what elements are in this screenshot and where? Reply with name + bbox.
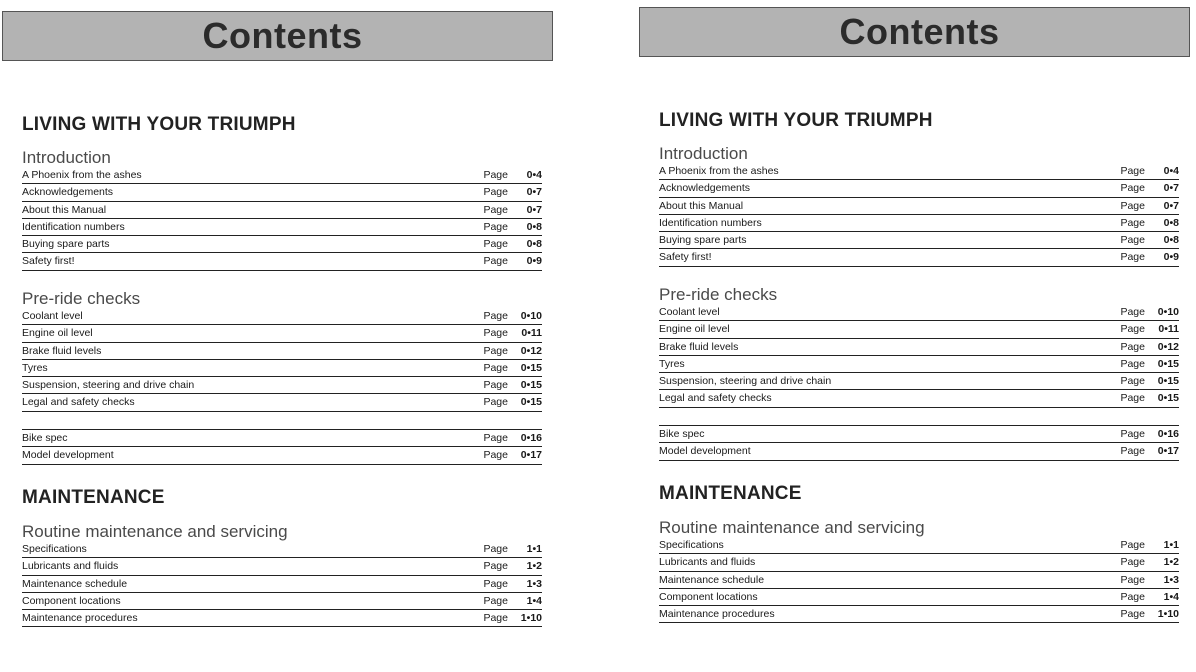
page-label: Page (483, 344, 508, 357)
toc-row (659, 554, 1179, 571)
toc-row (659, 589, 1179, 606)
page-label: Page (1120, 428, 1145, 440)
toc-entry-title: Safety first! (659, 251, 712, 264)
page-number: 0•15 (1157, 392, 1179, 405)
toc-entry-title: Tyres (22, 361, 48, 374)
right-page (637, 0, 1196, 672)
toc-row (22, 593, 542, 610)
toc-entry-title: A Phoenix from the ashes (659, 165, 779, 177)
page-label: Page (1120, 539, 1145, 551)
page-number: 0•16 (520, 432, 542, 444)
contents-banner (639, 7, 1190, 57)
page-label: Page (1120, 445, 1145, 458)
toc-entry-title: Component locations (22, 594, 121, 607)
toc-entry-title: Component locations (659, 590, 758, 603)
page-number: 0•7 (526, 203, 542, 216)
left-page (0, 0, 560, 672)
toc-row (22, 541, 542, 558)
toc-entry-title: Bike spec (659, 428, 705, 440)
page-number: 1•2 (1163, 556, 1179, 569)
page-label: Page (483, 238, 508, 251)
toc-row (659, 572, 1179, 589)
page-number: 1•3 (526, 577, 542, 590)
page-number: 1•10 (1157, 608, 1179, 621)
page-number: 0•4 (526, 169, 542, 181)
toc-row (22, 308, 542, 325)
toc-row (659, 537, 1179, 554)
page-number: 0•16 (1157, 428, 1179, 440)
page-number: 1•3 (1163, 573, 1179, 586)
toc-row (659, 443, 1179, 460)
page-label: Page (483, 560, 508, 573)
toc-entry-title: Specifications (659, 539, 724, 551)
misc-rows (659, 425, 1179, 461)
page-number: 1•2 (526, 560, 542, 573)
toc-entry-title: Bike spec (22, 432, 68, 444)
page-label: Page (1120, 608, 1145, 621)
page-label: Page (1120, 573, 1145, 586)
toc-entry-title: Maintenance schedule (22, 577, 128, 590)
page-label: Page (483, 396, 508, 409)
page-label: Page (483, 327, 508, 340)
toc-entry-title: Tyres (659, 357, 685, 370)
toc-entry-title: Brake fluid levels (22, 344, 102, 357)
page-label: Page (1120, 234, 1145, 247)
page-number: 0•11 (1158, 323, 1179, 336)
page-number: 0•8 (1163, 216, 1179, 229)
toc-row (659, 390, 1179, 407)
section-heading-maintenance: MAINTENANCE (659, 483, 802, 504)
page-number: 1•1 (526, 543, 542, 555)
toc-row (22, 430, 542, 447)
page-label: Page (1120, 590, 1145, 603)
toc-row (22, 377, 542, 394)
toc-row (659, 356, 1179, 373)
toc-entry-title: Engine oil level (659, 323, 730, 336)
toc-entry-title: Maintenance procedures (659, 608, 775, 621)
page-label: Page (483, 379, 508, 392)
toc-entry-title: Model development (22, 449, 114, 462)
toc-entry-title: Identification numbers (22, 220, 125, 233)
page-label: Page (1120, 323, 1145, 336)
page-label: Page (483, 594, 508, 607)
page-label: Page (483, 543, 508, 555)
toc-row (659, 339, 1179, 356)
intro-rows (659, 163, 1179, 267)
toc-entry-title: About this Manual (659, 199, 744, 212)
toc-entry-title: Lubricants and fluids (22, 560, 119, 573)
page-label: Page (1120, 556, 1145, 569)
banner-title: Contents (202, 15, 363, 56)
page-number: 0•17 (1157, 445, 1179, 458)
toc-entry-title: Maintenance schedule (659, 573, 765, 586)
page-label: Page (483, 203, 508, 216)
page-number: 0•8 (526, 220, 542, 233)
page-number: 1•10 (520, 612, 542, 625)
toc-entry-title: A Phoenix from the ashes (22, 169, 142, 181)
contents-banner (2, 11, 553, 61)
toc-row (659, 249, 1179, 266)
page-number: 0•15 (1157, 375, 1179, 388)
page-label: Page (1120, 199, 1145, 212)
toc-row (22, 447, 542, 464)
routine-rows (659, 537, 1179, 623)
section-heading-maintenance: MAINTENANCE (22, 487, 165, 508)
page-label: Page (1120, 251, 1145, 264)
page-number: 0•7 (526, 186, 542, 199)
page-label: Page (483, 577, 508, 590)
subheading-routine: Routine maintenance and servicing (22, 522, 288, 541)
toc-entry-title: Coolant level (659, 306, 720, 318)
preride-rows (659, 304, 1179, 408)
page-label: Page (1120, 165, 1145, 177)
page-label: Page (483, 310, 508, 322)
toc-entry-title: About this Manual (22, 203, 107, 216)
toc-row (659, 321, 1179, 338)
toc-entry-title: Engine oil level (22, 327, 93, 340)
toc-row (659, 198, 1179, 215)
toc-row (22, 325, 542, 342)
toc-row (22, 202, 542, 219)
page-number: 0•12 (1157, 340, 1179, 353)
toc-row (22, 610, 542, 627)
toc-entry-title: Acknowledgements (22, 186, 114, 199)
page-number: 0•9 (1163, 251, 1179, 264)
subheading-introduction: Introduction (22, 148, 111, 167)
intro-rows (22, 167, 542, 271)
page-label: Page (483, 186, 508, 199)
page-label: Page (1120, 182, 1145, 195)
page-number: 0•9 (526, 255, 542, 268)
toc-row (659, 304, 1179, 321)
toc-row (659, 215, 1179, 232)
toc-row (659, 373, 1179, 390)
toc-row (22, 576, 542, 593)
toc-entry-title: Identification numbers (659, 216, 762, 229)
toc-row (22, 558, 542, 575)
misc-rows (22, 429, 542, 465)
toc-entry-title: Coolant level (22, 310, 83, 322)
toc-row (22, 167, 542, 184)
section-heading-living: LIVING WITH YOUR TRIUMPH (659, 110, 933, 131)
toc-row (659, 180, 1179, 197)
page-number: 0•7 (1163, 182, 1179, 195)
toc-row (22, 236, 542, 253)
routine-rows (22, 541, 542, 627)
banner-title: Contents (839, 11, 1000, 52)
page-label: Page (483, 361, 508, 374)
toc-entry-title: Safety first! (22, 255, 75, 268)
subheading-introduction: Introduction (659, 144, 748, 163)
page-label: Page (483, 169, 508, 181)
preride-rows (22, 308, 542, 412)
page-number: 0•11 (521, 327, 542, 340)
page-number: 1•1 (1163, 539, 1179, 551)
page-number: 0•15 (520, 396, 542, 409)
toc-entry-title: Lubricants and fluids (659, 556, 756, 569)
page-label: Page (483, 449, 508, 462)
toc-row (22, 360, 542, 377)
page-number: 0•17 (520, 449, 542, 462)
toc-entry-title: Legal and safety checks (22, 396, 135, 409)
page-label: Page (1120, 216, 1145, 229)
page-label: Page (483, 432, 508, 444)
toc-row (22, 184, 542, 201)
page-number: 0•10 (520, 310, 542, 322)
page-label: Page (483, 255, 508, 268)
section-heading-living: LIVING WITH YOUR TRIUMPH (22, 114, 296, 135)
toc-entry-title: Specifications (22, 543, 87, 555)
page-number: 0•15 (1157, 357, 1179, 370)
subheading-preride: Pre-ride checks (22, 289, 141, 308)
toc-row (22, 219, 542, 236)
page-number: 0•7 (1163, 199, 1179, 212)
page-label: Page (1120, 375, 1145, 388)
toc-row (659, 606, 1179, 623)
page-label: Page (1120, 306, 1145, 318)
toc-entry-title: Legal and safety checks (659, 392, 772, 405)
page-number: 0•10 (1157, 306, 1179, 318)
toc-row (22, 394, 542, 411)
toc-row (659, 232, 1179, 249)
toc-entry-title: Acknowledgements (659, 182, 751, 195)
page-number: 1•4 (526, 594, 542, 607)
toc-entry-title: Suspension, steering and drive chain (659, 375, 832, 388)
subheading-routine: Routine maintenance and servicing (659, 518, 925, 537)
page-number: 0•4 (1163, 165, 1179, 177)
toc-entry-title: Buying spare parts (659, 234, 747, 247)
toc-entry-title: Brake fluid levels (659, 340, 739, 353)
toc-entry-title: Suspension, steering and drive chain (22, 379, 195, 392)
page-number: 0•15 (520, 361, 542, 374)
page-label: Page (1120, 392, 1145, 405)
page-number: 0•8 (526, 238, 542, 251)
page-label: Page (1120, 357, 1145, 370)
toc-row (659, 426, 1179, 443)
page-number: 0•12 (520, 344, 542, 357)
page-label: Page (483, 220, 508, 233)
subheading-preride: Pre-ride checks (659, 285, 778, 304)
page-label: Page (1120, 340, 1145, 353)
page-label: Page (483, 612, 508, 625)
page-number: 0•15 (520, 379, 542, 392)
toc-entry-title: Maintenance procedures (22, 612, 138, 625)
toc-row (659, 163, 1179, 180)
toc-row (22, 343, 542, 360)
page-number: 1•4 (1163, 590, 1179, 603)
toc-entry-title: Model development (659, 445, 751, 458)
toc-entry-title: Buying spare parts (22, 238, 110, 251)
toc-row (22, 253, 542, 270)
page-number: 0•8 (1163, 234, 1179, 247)
